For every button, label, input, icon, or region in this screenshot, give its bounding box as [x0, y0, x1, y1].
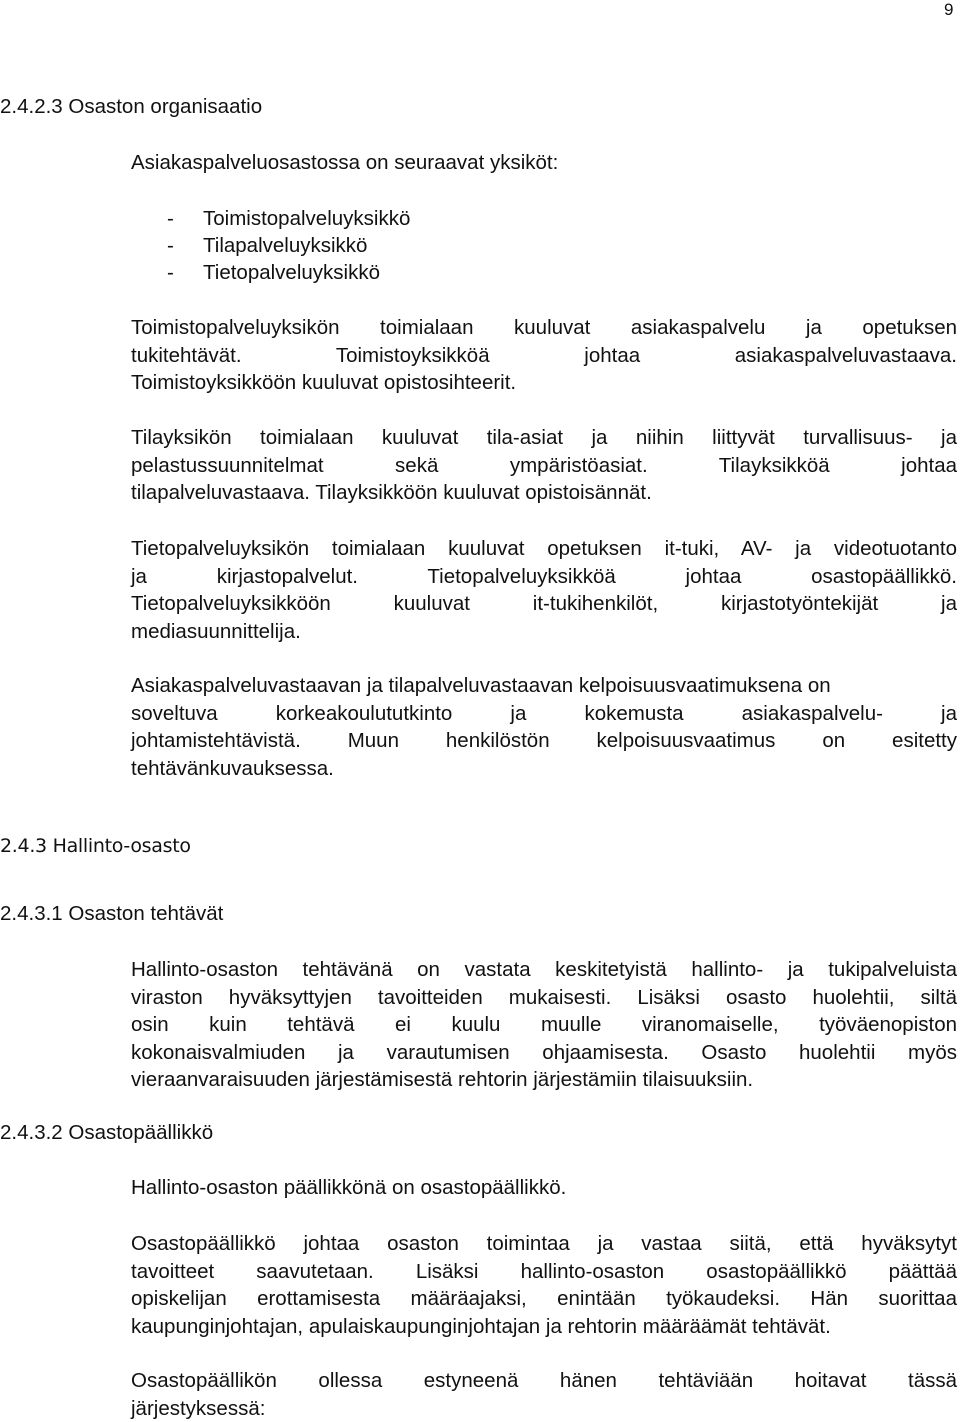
paragraph-toimistopalvelu: Toimistopalveluyksikön toimialaan kuuluvat asiakaspalvelu ja opetuksen tukitehtävät. Toimistoyksikköä johtaa asiakaspalveluvastaava. Toimistoyksikköön kuuluvat opistosihteerit.	[131, 316, 957, 394]
paragraph-osastopaallikko: Osastopäällikkö johtaa osaston toimintaa ja vastaa siitä, että hyväksytyt tavoitteet saavutetaan. Lisäksi hallinto-osaston osastopäällikkö päättää opiskelijan erottamisesta määräajaksi, enintään työkaudeksi. Hän suorittaa kaupunginjohtajan, apulaiskaupunginjohtajan ja rehtorin määräämät tehtävät.	[131, 1232, 957, 1338]
list-item: - Tilapalveluyksikkö	[167, 234, 368, 257]
list-item: - Tietopalveluyksikkö	[167, 261, 380, 284]
page-number: 9	[944, 0, 954, 19]
section-heading-2-4-3-2: 2.4.3.2 Osastopäällikkö	[0, 1121, 214, 1144]
paragraph-kelpoisuus: Asiakaspalveluvastaavan ja tilapalveluvastaavan kelpoisuusvaatimuksena on	[131, 674, 831, 697]
paragraph-sijaisuus: Osastopäällikön ollessa estyneenä hänen tehtäviään hoitavat tässä järjestyksessä:	[131, 1369, 957, 1420]
paragraph-paallikko: Hallinto-osaston päällikkönä on osastopäällikkö.	[131, 1176, 567, 1199]
list-item: - Toimistopalveluyksikkö	[167, 207, 411, 230]
section-heading-2-4-3: 2.4.3 Hallinto-osasto	[0, 835, 191, 857]
section-heading-2-4-3-1: 2.4.3.1 Osaston tehtävät	[0, 902, 224, 925]
units-intro: Asiakaspalveluosastossa on seuraavat yksiköt:	[131, 151, 559, 174]
paragraph-tilapalvelu: Tilayksikön toimialaan kuuluvat tila-asiat ja niihin liittyvät turvallisuus- ja pelastussuunnitelmat sekä ympäristöasiat. Tilayksikköä johtaa tilapalveluvastaava. Tilayksikköön kuuluvat opistoisännät.	[131, 426, 957, 504]
paragraph-tietopalvelu: Tietopalveluyksikön toimialaan kuuluvat opetuksen it-tuki, AV- ja videotuotanto ja kirjastopalvelut. Tietopalveluyksikköä johtaa osastopäällikkö. Tietopalveluyksikköön kuuluvat it-tukihenkilöt, kirjastotyöntekijät ja mediasuunnittelija.	[131, 537, 957, 643]
paragraph-kelpoisuus-cont: soveltuva korkeakoulututkinto ja kokemusta asiakaspalvelu- ja johtamistehtävistä. Muun henkilöstön kelpoisuusvaatimus on esitetty tehtävänkuvauksessa.	[131, 701, 957, 780]
section-heading-2-4-2-3: 2.4.2.3 Osaston organisaatio	[0, 95, 263, 118]
units-list	[167, 205, 410, 286]
paragraph-osaston-tehtavat: Hallinto-osaston tehtävänä on vastata keskitetyistä hallinto- ja tukipalveluista viraston hyväksyttyjen tavoitteiden mukaisesti. Lisäksi osasto huolehtii, siltä osin kuin tehtävä ei kuulu muulle viranomaiselle, työväenopiston kokonaisvalmiuden ja varautumisen ohjaamisesta. Osasto huolehtii myös vieraanvaraisuuden järjestämisestä rehtorin järjestämiin tilaisuuksiin.	[131, 958, 957, 1091]
